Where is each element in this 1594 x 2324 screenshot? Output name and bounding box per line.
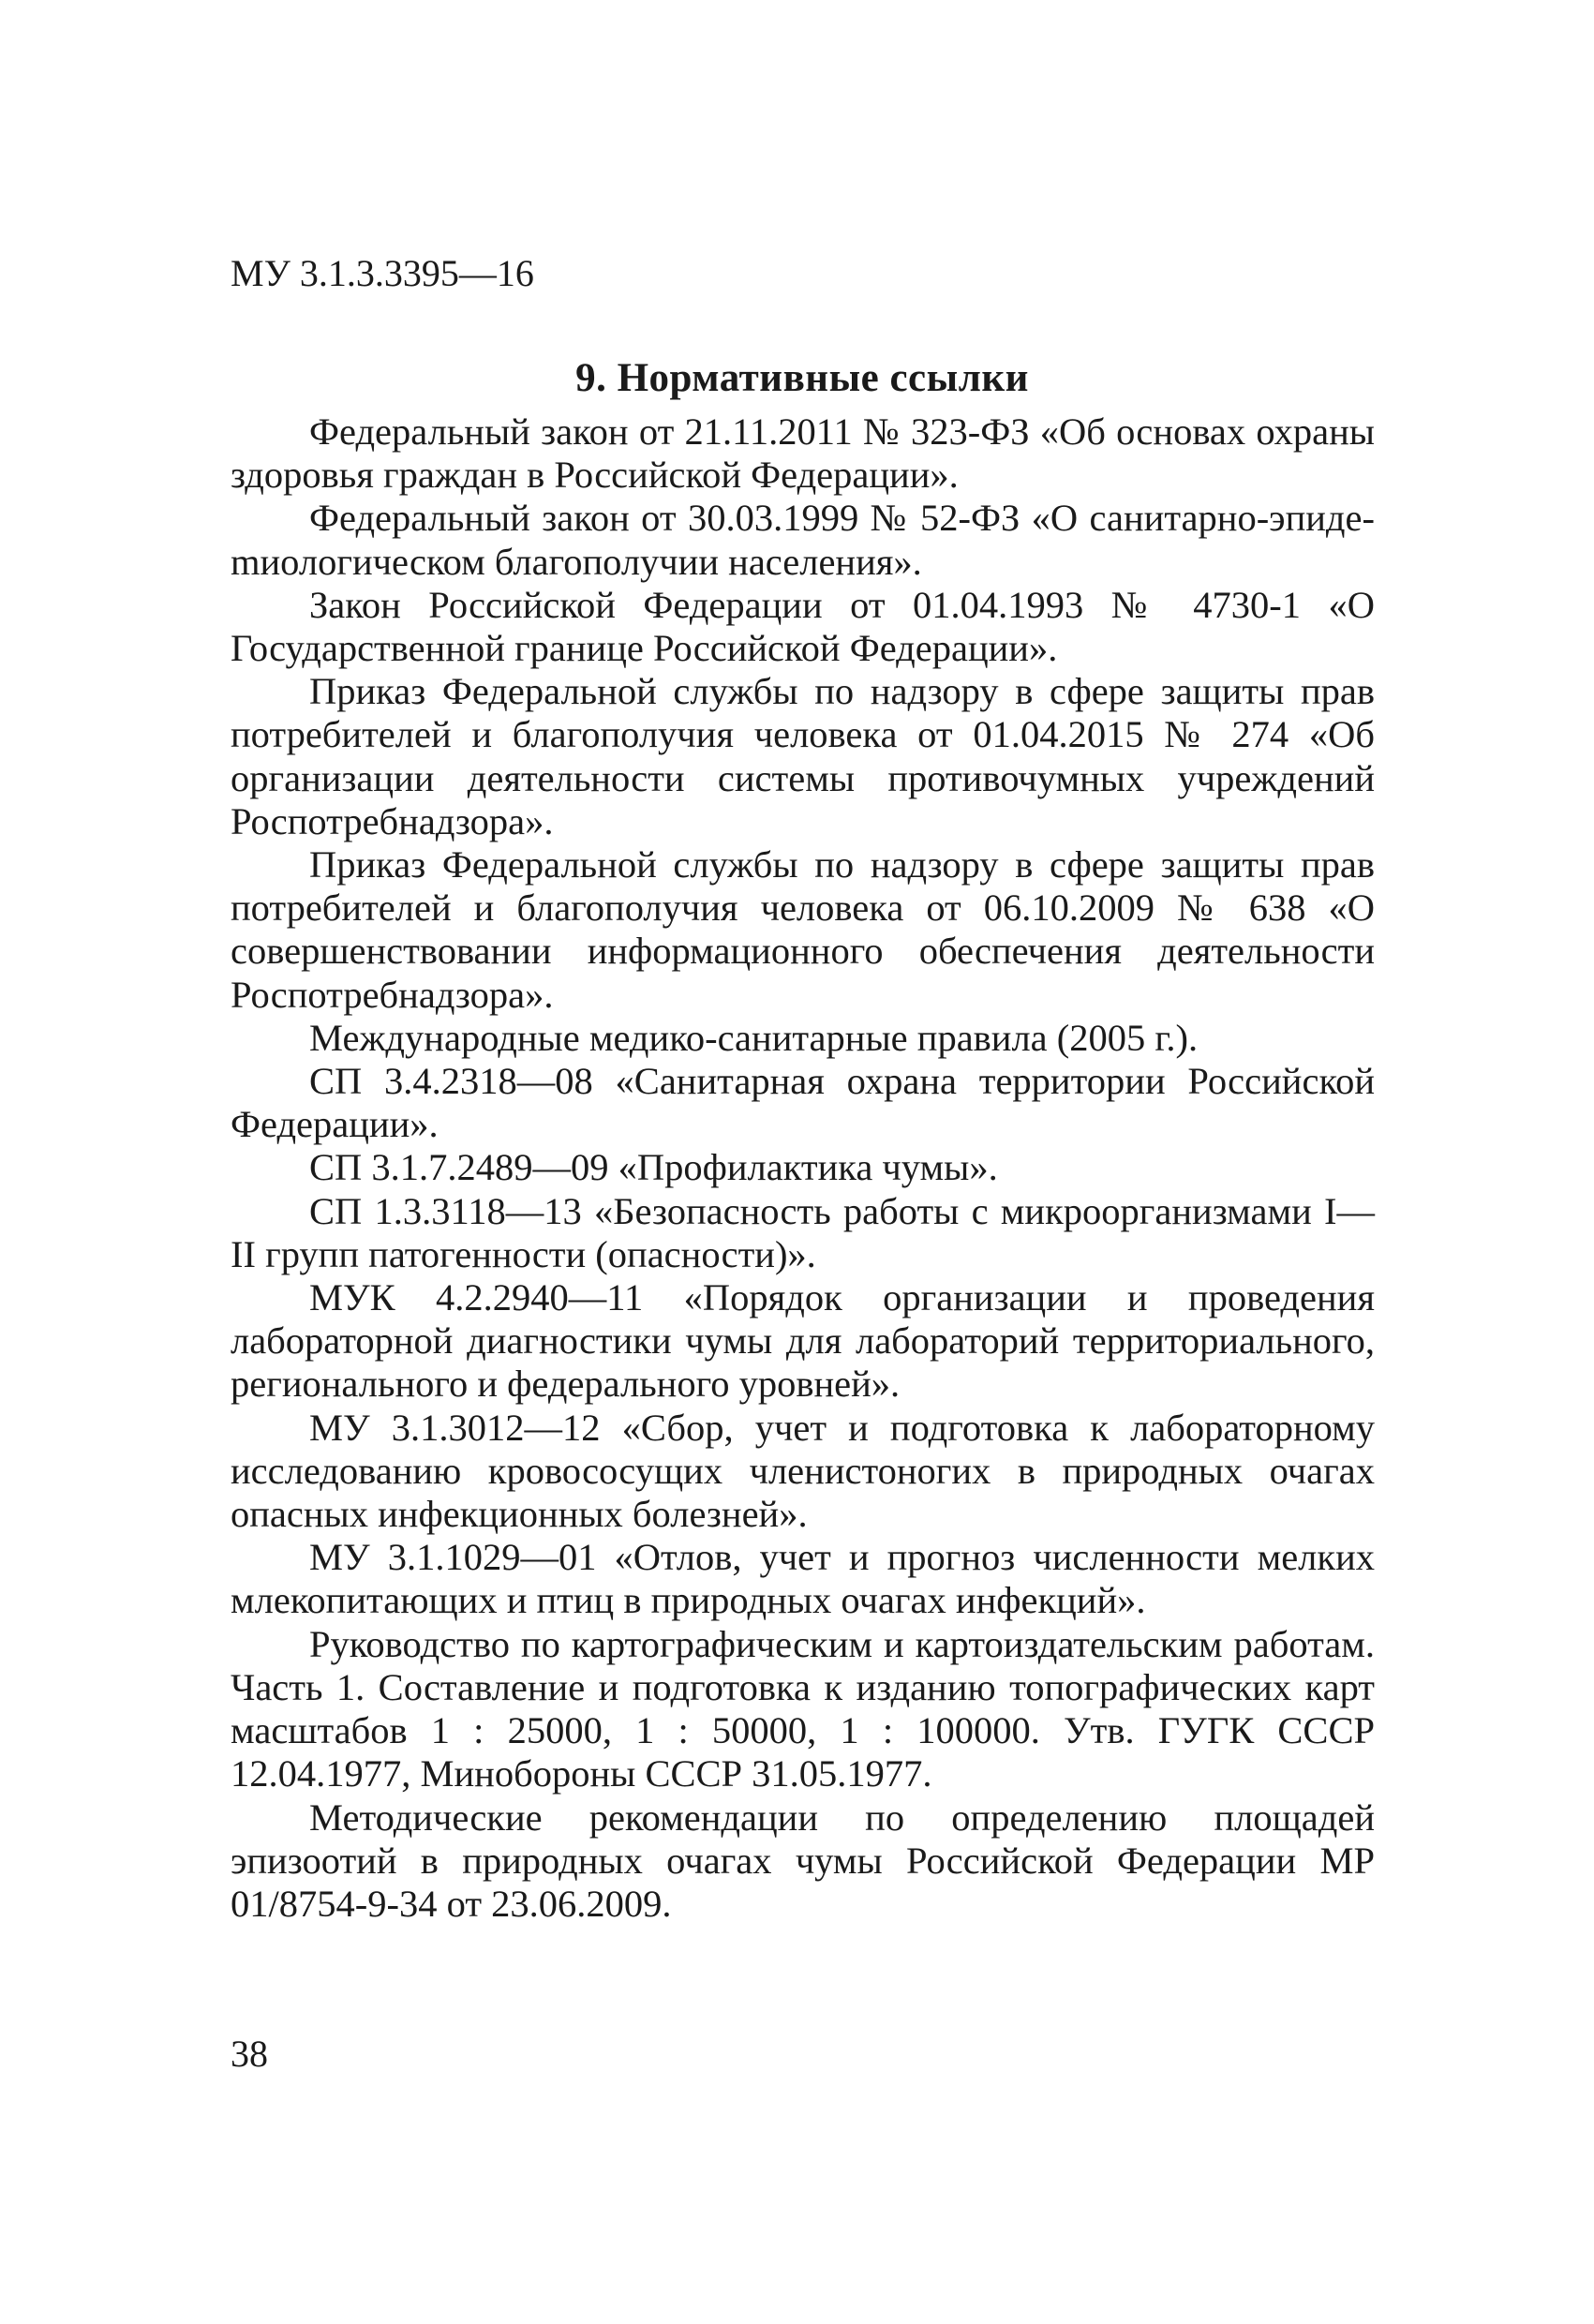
reference-item: Приказ Федеральной службы по надзору в сфере защиты прав потребителей и благополучия человека от 01.04.2015 № 274 «Об организации деятельности системы противочумных учреждений Роспотребнадзора». [231, 670, 1375, 842]
reference-item: МУ 3.1.3012—12 «Сбор, учет и подготовка к лабораторному исследованию кровососущих членистоногих в природных очагах опасных инфекционных болезней». [231, 1406, 1375, 1536]
reference-item: Федеральный закон от 30.03.1999 № 52-ФЗ «О санитарно-эпидеmиологическом благополучии населения». [231, 497, 1375, 583]
reference-item: Закон Российской Федерации от 01.04.1993 № 4730-1 «О Государственной границе Российской Федерации». [231, 583, 1375, 670]
page-number: 38 [231, 2033, 268, 2075]
reference-item: Методические рекомендации по определению площадей эпизоотий в природных очагах чумы Российской Федерации МР 01/8754-9-34 от 23.06.2009. [231, 1795, 1375, 1925]
reference-item: МУК 4.2.2940—11 «Порядок организации и проведения лабораторной диагностики чумы для лабораторий территориального, регионального и федерального уровней». [231, 1276, 1375, 1406]
reference-item: МУ 3.1.1029—01 «Отлов, учет и прогноз численности мелких млекопитающих и птиц в природных очагах инфекций». [231, 1536, 1375, 1622]
reference-item: СП 3.4.2318—08 «Санитарная охрана территории Российской Федерации». [231, 1060, 1375, 1146]
section-title: 9. Нормативные ссылки [575, 356, 1029, 400]
references-list [231, 410, 1375, 1926]
reference-item: Приказ Федеральной службы по надзору в сфере защиты прав потребителей и благополучия человека от 06.10.2009 № 638 «О совершенствовании информационного обеспечения деятельности Роспотребнадзора». [231, 843, 1375, 1016]
reference-item: СП 3.1.7.2489—09 «Профилактика чумы». [309, 1146, 998, 1189]
reference-item: Федеральный закон от 21.11.2011 № 323-ФЗ «Об основах охраны здоровья граждан в Российской Федерации». [231, 410, 1375, 497]
reference-item: Международные медико-санитарные правила (2005 г.). [309, 1016, 1199, 1059]
reference-item: СП 1.3.3118—13 «Безопасность работы с микроорганизмами I—II групп патогенности (опасности)». [231, 1189, 1375, 1275]
document-code: МУ 3.1.3.3395—16 [231, 252, 534, 294]
reference-item: Руководство по картографическим и картоиздательским работам. Часть 1. Составление и подготовка к изданию топографических карт масштабов 1 : 25000, 1 : 50000, 1 : 100000. Утв. ГУГК СССР 12.04.1977, Минобороны СССР 31.05.1977. [231, 1622, 1375, 1795]
